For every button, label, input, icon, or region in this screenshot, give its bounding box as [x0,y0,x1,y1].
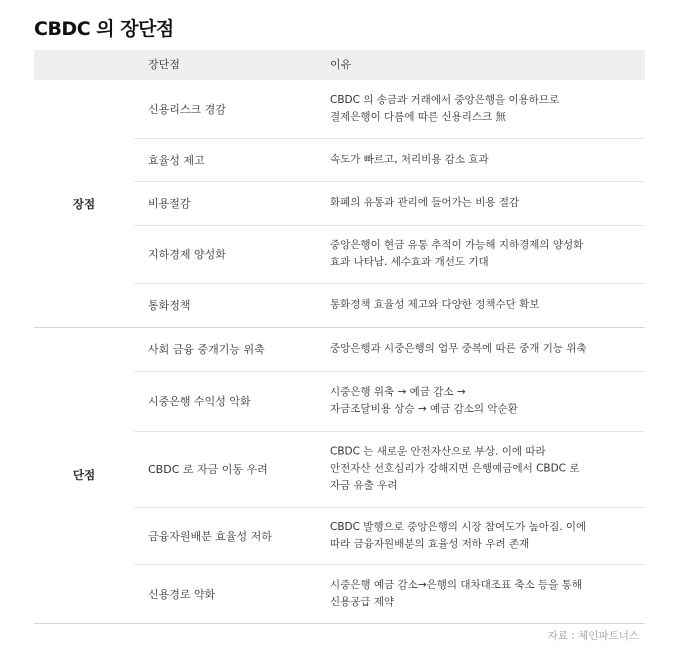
table-row [134,431,645,507]
row-reason [330,341,630,358]
row-reason [330,384,630,418]
header-item: 장단점 [148,58,180,71]
row-item: 시중은행 수익성 악화 [148,395,251,408]
row-reason [330,92,630,126]
header-reason: 이유 [330,58,352,71]
row-item: 사회 금융 중개기능 위축 [148,343,265,356]
table-row [134,371,645,431]
reason-line: CBDC 의 송금과 거래에서 중앙은행을 이용하므로 [330,94,560,106]
page-title: CBDC 의 장단점 [34,18,174,40]
row-item: 신용경로 약화 [148,587,216,601]
row-item: 지하경제 양성화 [148,248,226,261]
row-item: CBDC 로 자금 이동 우려 [148,463,268,476]
row-reason [330,577,630,611]
row-item: 신용리스크 경감 [148,103,226,116]
reason-line: 신용공급 제약 [330,595,395,608]
source-note: 자료 : 체인파트너스 [547,630,639,642]
row-reason [330,519,630,553]
table-row [134,564,645,623]
table-row [134,138,645,181]
group-divider [34,623,645,624]
group-label: 장점 [72,196,96,211]
group-label: 단점 [72,468,96,482]
row-item: 통화정책 [148,299,191,312]
reason-line: 안전자산 선호심리가 강해지면 은행예금에서 CBDC 로 [330,462,580,475]
row-reason [330,195,630,212]
row-item: 효율성 제고 [148,153,205,167]
reason-line: CBDC 는 새로운 안전자산으로 부상. 이에 따라 [330,445,546,458]
reason-line: 결제은행이 다름에 따른 신용리스크 無 [330,111,506,123]
row-reason [330,237,630,271]
row-item: 비용절감 [148,197,191,210]
reason-line: 시중은행 위축 → 예금 감소 → [330,386,466,398]
row-reason [330,151,630,168]
reason-line: 시중은행 예금 감소→은행의 대차대조표 축소 등을 통해 [330,578,582,591]
table-row [134,80,645,138]
row-item: 금융자원배분 효율성 저하 [148,529,272,543]
reason-line: 효과 나타남. 세수효과 개선도 기대 [330,256,489,268]
reason-line: CBDC 발행으로 중앙은행의 시장 참여도가 높아짐. 이에 [330,520,587,533]
reason-line: 중앙은행과 시중은행의 업무 중복에 따른 중개 기능 위축 [330,342,587,355]
table-row [134,327,645,371]
reason-line: 따라 금융자원배분의 효율성 저하 우려 존재 [330,537,530,550]
table-row [134,283,645,327]
row-reason [330,297,630,314]
row-reason [330,444,630,495]
reason-line: 자금조달비용 상승 → 예금 감소의 악순환 [330,403,518,415]
reason-line: 화폐의 유통과 관리에 들어가는 비용 절감 [330,196,520,209]
reason-line: 중앙은행이 현금 유통 추적이 가능해 지하경제의 양성화 [330,239,584,251]
table-header [34,50,645,80]
table-row [134,225,645,283]
table-row [134,181,645,225]
reason-line: 자금 유출 우려 [330,479,398,492]
table-row [134,507,645,564]
reason-line: 통화정책 효율성 제고와 다양한 정책수단 확보 [330,298,540,311]
reason-line: 속도가 빠르고, 처리비용 감소 효과 [330,153,489,165]
